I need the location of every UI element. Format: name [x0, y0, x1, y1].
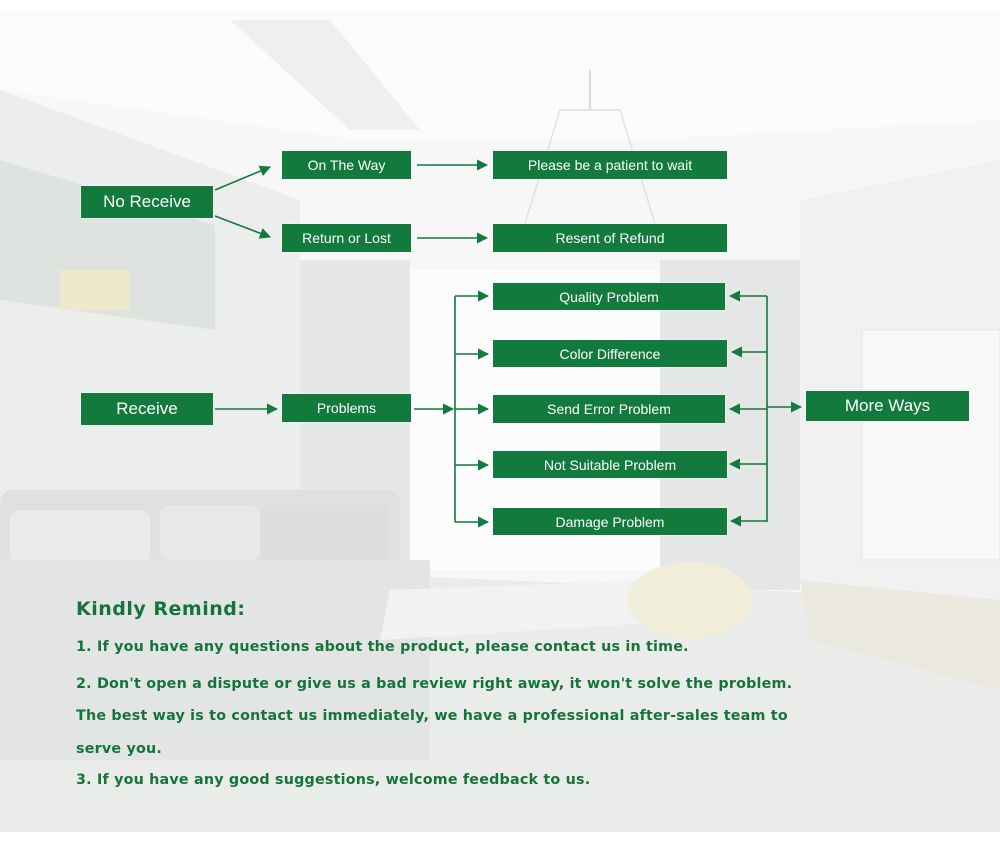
node-no-receive: No Receive	[81, 186, 213, 218]
arrow-no-receive-to-on-the-way	[215, 167, 270, 190]
node-resent-or-refund: Resent of Refund	[493, 224, 727, 252]
node-more-ways: More Ways	[806, 391, 969, 421]
node-be-patient: Please be a patient to wait	[493, 151, 727, 179]
node-on-the-way: On The Way	[282, 151, 411, 179]
arrow-no-receive-to-return-or-lost	[215, 216, 270, 237]
remind-line-2: 2. Don't open a dispute or give us a bad review right away, it won't solve the problem.	[76, 676, 793, 692]
remind-line-3: The best way is to contact us immediately, we have a professional after-sales team to	[76, 708, 788, 724]
node-not-suitable-problem: Not Suitable Problem	[493, 451, 727, 478]
remind-line-5: 3. If you have any good suggestions, welcome feedback to us.	[76, 772, 591, 788]
remind-line-1: 1. If you have any questions about the product, please contact us in time.	[76, 639, 689, 655]
node-send-error-problem: Send Error Problem	[493, 395, 725, 423]
node-return-or-lost: Return or Lost	[282, 224, 411, 252]
node-damage-problem: Damage Problem	[493, 508, 727, 535]
node-quality-problem: Quality Problem	[493, 283, 725, 310]
node-receive: Receive	[81, 393, 213, 425]
remind-line-4: serve you.	[76, 741, 163, 757]
node-color-difference: Color Difference	[493, 340, 727, 367]
node-problems: Problems	[282, 394, 411, 422]
remind-title: Kindly Remind:	[76, 598, 246, 620]
